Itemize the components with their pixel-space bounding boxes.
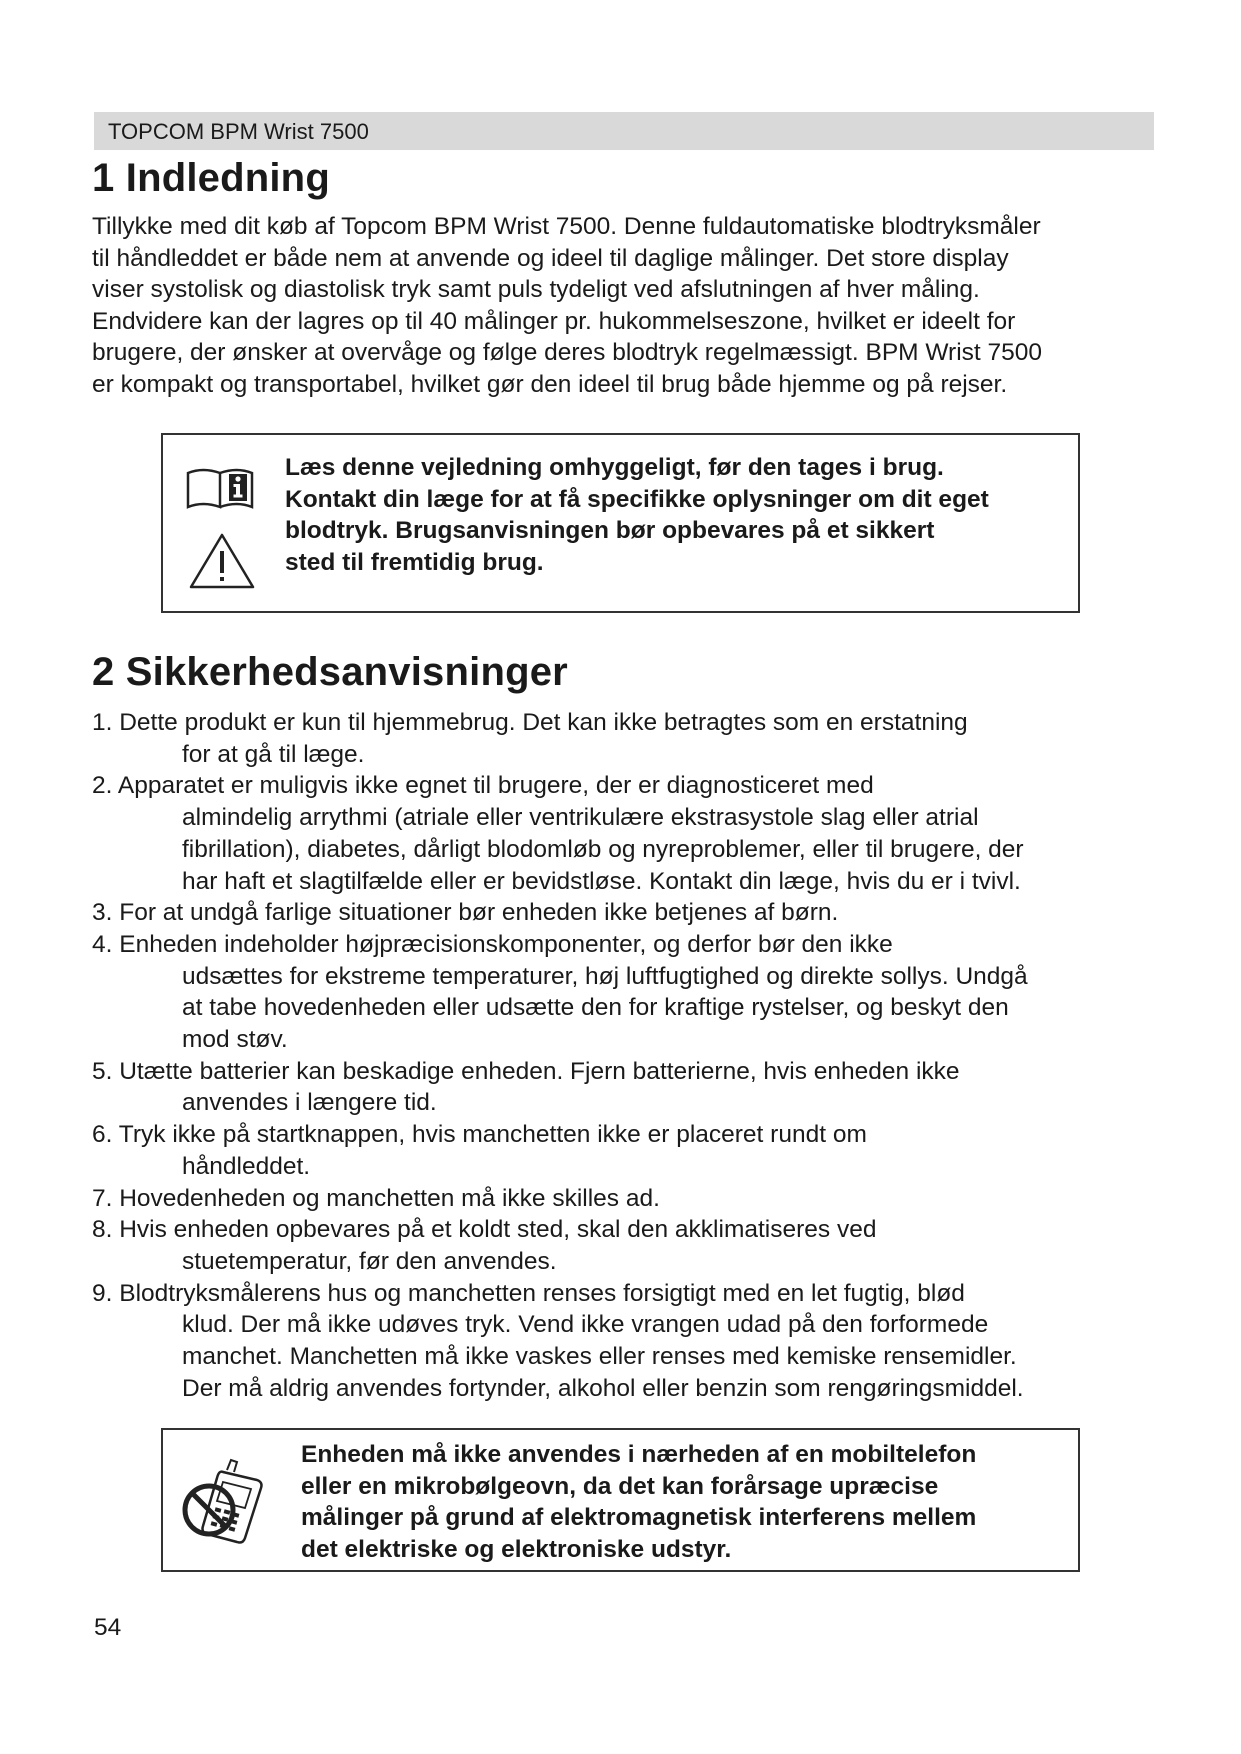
notice-line: Enheden må ikke anvendes i nærheden af en mobiltelefon <box>301 1441 977 1468</box>
list-item <box>92 770 1172 897</box>
manual-info-icon <box>185 465 255 511</box>
intro-line: Endvidere kan der lagres op til 40 målinger pr. hukommelseszone, hvilket er ideelt for <box>92 307 1016 335</box>
list-item <box>92 1278 1172 1405</box>
safety-list <box>92 707 1172 1404</box>
item-continuation: har haft et slagtilfælde eller er bevidstløse. Kontakt din læge, hvis du er i tvivl. <box>182 867 1021 895</box>
notice-line: blodtryk. Brugsanvisningen bør opbevares på et sikkert <box>285 517 935 544</box>
item-first-line: 9. Blodtryksmålerens hus og manchetten renses forsigtigt med en let fugtig, blød <box>92 1279 965 1307</box>
item-continuation: fibrillation), diabetes, dårligt blodomløb og nyreproblemer, eller til brugere, der <box>182 835 1024 863</box>
no-mobile-phone-icon <box>179 1452 279 1548</box>
notice-line: sted til fremtidig brug. <box>285 548 544 576</box>
list-item <box>92 929 1172 1056</box>
section-1-heading: 1 Indledning <box>92 156 330 200</box>
list-item <box>92 1214 1172 1277</box>
item-first-line: 6. Tryk ikke på startknappen, hvis manchetten ikke er placeret rundt om <box>92 1121 867 1149</box>
item-first-line: 7. Hovedenheden og manchetten må ikke skilles ad. <box>92 1184 660 1212</box>
list-item <box>92 1119 1172 1182</box>
list-item <box>92 1183 1172 1215</box>
read-manual-notice <box>161 433 1080 613</box>
notice-line: Læs denne vejledning omhyggeligt, før den tages i brug. <box>285 454 944 481</box>
list-item <box>92 707 1172 770</box>
item-first-line: 1. Dette produkt er kun til hjemmebrug. Det kan ikke betragtes som en erstatning <box>92 709 968 736</box>
item-continuation: håndleddet. <box>182 1152 311 1180</box>
header-title: TOPCOM BPM Wrist 7500 <box>108 119 369 144</box>
item-continuation: for at gå til læge. <box>182 740 365 768</box>
item-continuation: manchet. Manchetten må ikke vaskes eller renses med kemiske rensemidler. <box>182 1343 1017 1371</box>
list-item <box>92 1056 1172 1119</box>
notice-text <box>301 1439 976 1565</box>
item-first-line: 5. Utætte batterier kan beskadige enheden. Fjern batterierne, hvis enheden ikke <box>92 1057 960 1085</box>
notice-line: eller en mikrobølgeovn, da det kan forårsage upræcise <box>301 1472 939 1500</box>
intro-line: brugere, der ønsker at overvåge og følge deres blodtryk regelmæssigt. BPM Wrist 7500 <box>92 339 1043 366</box>
item-continuation: klud. Der må ikke udøves tryk. Vend ikke vrangen udad på den forformede <box>182 1311 989 1339</box>
item-continuation: anvendes i længere tid. <box>182 1089 437 1117</box>
item-continuation: stuetemperatur, før den anvendes. <box>182 1247 557 1275</box>
warning-triangle-icon <box>187 531 257 591</box>
intro-line: Tillykke med dit køb af Topcom BPM Wrist 7500. Denne fuldautomatiske blodtryksmåler <box>92 213 1041 240</box>
mobile-phone-notice <box>161 1428 1080 1572</box>
intro-paragraph <box>92 211 1172 400</box>
notice-line: det elektriske og elektroniske udstyr. <box>301 1535 732 1563</box>
item-continuation: udsættes for ekstreme temperaturer, høj luftfugtighed og direkte sollys. Undgå <box>182 962 1028 990</box>
running-header <box>94 112 1154 150</box>
item-first-line: 3. For at undgå farlige situationer bør enheden ikke betjenes af børn. <box>92 899 839 927</box>
page-number: 54 <box>94 1614 122 1641</box>
item-continuation: at tabe hovedenheden eller udsætte den for kraftige rystelser, og beskyt den <box>182 994 1009 1022</box>
intro-line: er kompakt og transportabel, hvilket gør den ideel til brug både hjemme og på rejser. <box>92 370 1008 398</box>
item-continuation: Der må aldrig anvendes fortynder, alkohol eller benzin som rengøringsmiddel. <box>182 1374 1024 1402</box>
item-first-line: 2. Apparatet er muligvis ikke egnet til brugere, der er diagnosticeret med <box>92 772 874 800</box>
list-item <box>92 897 1172 929</box>
notice-line: målinger på grund af elektromagnetisk interferens mellem <box>301 1504 977 1531</box>
item-first-line: 4. Enheden indeholder højpræcisionskomponenter, og derfor bør den ikke <box>92 930 893 958</box>
intro-line: til håndleddet er både nem at anvende og ideel til daglige målinger. Det store display <box>92 244 1009 272</box>
notice-text <box>285 452 989 578</box>
item-first-line: 8. Hvis enheden opbevares på et koldt sted, skal den akklimatiseres ved <box>92 1216 877 1244</box>
intro-line: viser systolisk og diastolisk tryk samt puls tydeligt ved afslutningen af hver måling. <box>92 276 980 303</box>
item-continuation: mod støv. <box>182 1026 288 1054</box>
item-continuation: almindelig arrythmi (atriale eller ventrikulære ekstrasystole slag eller atrial <box>182 804 979 832</box>
section-2-heading: 2 Sikkerhedsanvisninger <box>92 650 568 694</box>
notice-line: Kontakt din læge for at få specifikke oplysninger om dit eget <box>285 485 989 513</box>
